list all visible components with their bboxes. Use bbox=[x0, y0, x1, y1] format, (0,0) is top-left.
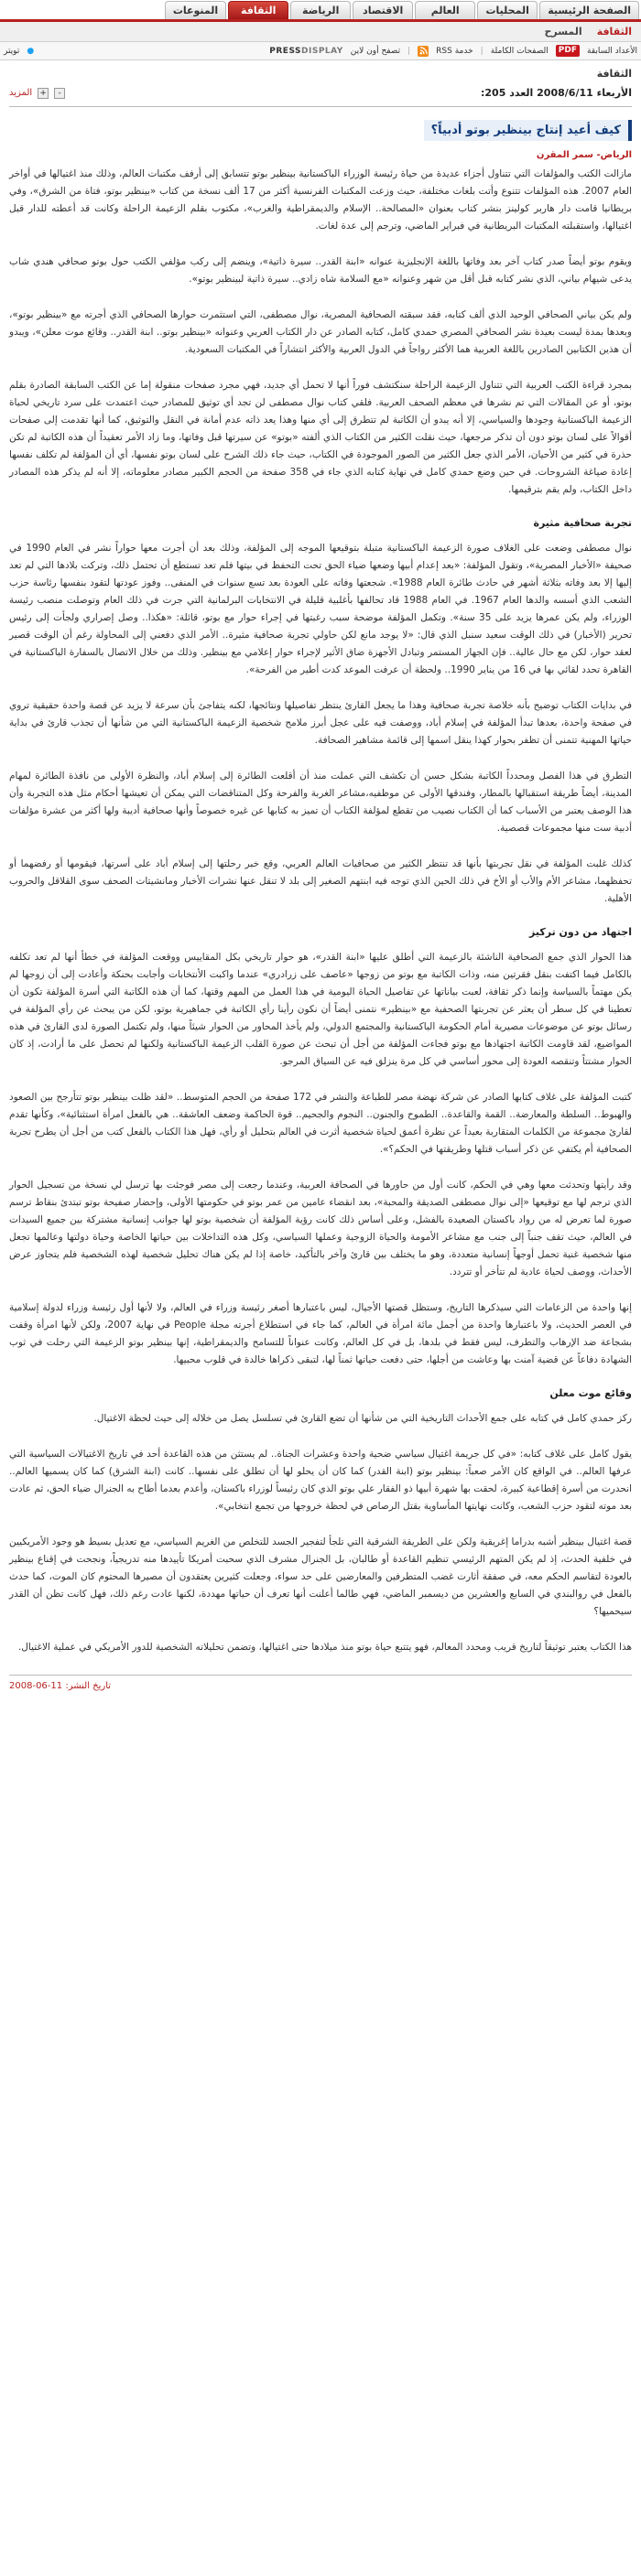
pdf-icon[interactable]: PDF bbox=[556, 45, 580, 57]
paragraph: هذا الكتاب يعتبر توثيقاً لتاريخ قريب ومحدد المعالم، فهو يتتبع حياة بوتو منذ ميلادها حتى اغتيالها، وتضمن تحليلاته الشخصية للدور الأمريكي في عملية الاغتيال. bbox=[17, 1642, 632, 1653]
section-subnav bbox=[0, 22, 641, 42]
tab-5[interactable]: الثقافة bbox=[228, 1, 288, 19]
paragraph: ولم يكن بياني الصحافي الوحيد الذي ألف كتابه، فقد سبقته الصحافية المصرية، نوال مصطفى، التي استثمرت حوارها الصحافي الذي أجرته مع «بينظير بوتو»، وبعدها بمدة ليست بعيدة نشر الصحافي المصري حمدي كامل، كتابه الصادر عن دار الكتاب العربي وعنوانه «بينظير بوتو.. ابنة القدر.. وقائع موت معلن»، ويبدو أن هذين الكتابين الصادرين باللغة العربية هما الأكثر رواجاً في الدول العربية والأكثر انتشاراً في المكتبات السعودية. bbox=[9, 309, 632, 355]
archive-link[interactable]: الأعداد السابقة bbox=[587, 46, 637, 56]
paragraph: كتبت المؤلفة على غلاف كتابها الصادر عن شركة نهضة مصر للطباعة والنشر في 172 صفحة من الحجم المتوسط.. «لقد ظلت بينظير بوتو تتأرجح بين الصعود والهبوط.. السلطة والمعارضة.. القمة والقاعدة.. الطموح والجنون.. النجوم والجحيم.. قوة الحاكمة وضعف العاشقة.. هي بالفعل امرأة استثنائية»، وكأنها تقدم لقارئ مجموعة من الكلمات المتقاربة بعيداً عن نظرة أعمق لحياة شخصية أثرت في العالم بتحليل أو رأي، فهل هذا الكتاب بالفعل كتب من أجل أن يطرح تجربة الصحافية أم يكتفي عن ذكر أسباب قتلها وطريقتها في الحكم؟». bbox=[9, 1092, 632, 1155]
paragraph: هذا الحوار الذي جمع الصحافية الناشئة بالزعيمة التي أطلق عليها «ابنة القدر»، هو حوار تاريخي بكل المقاييس ووقعت المؤلفة في خطأ أنها لم تعد تكلفه بالكامل فيما اكتفت بنقل فقرتين منه، وذات الكاتبة مع بوتو من زوجها «عاصف على زرادري» عندما واكبت الأنتخابات وأجابت بحنكة وأعادت إلى أن زوجها لم يكن مهتماً بالسياسة وإنما ذكر ثقافة، لعبت بياناتها عن تفاصيل الحياة اليومية في هذا العمل من المهم وقتها، كما أن هذه الكاتبة التي أسرة المؤلفة تكون أن تعطينا في كل سطر أن يعثر عن تجربتها الصحفية مع «بينظير» نتمنى أيضاً أن نكون رأينا رأي الكاتبة في جماهيرية بوتو، لكن من يبحث عن رأي المؤلفة في رسائل بوتو عن موضوعات مصيرية أمام الحكومة الباكستانية والمجتمع الدولي، ولم يأخذ المحاور من الحوار شيئاً منها، ولم تكتمل الصورة لدى القارئ في هذه المواضيع، لقد قاومت الكاتبة اجتهادها مع بوتو فجاءت المؤلفة من أجل أن تبحث عن صورة القلب الزعيمة الباكستانية ولكنها لم تحصل على ما أرادت، إذ كان الحوار مشتتاً وتنقصه العودة إلى محور أساسي في كل مرة ينزلق فيه عن السياق المرجو. bbox=[9, 952, 632, 1067]
tab-1[interactable]: المحليات bbox=[477, 1, 538, 19]
subheading: تجربة صحافية مثيرة bbox=[533, 517, 632, 529]
subnav-culture[interactable]: الثقافة bbox=[596, 26, 632, 38]
section-name: الثقافة bbox=[596, 68, 632, 80]
press-brand: PRESS bbox=[269, 46, 302, 56]
tab-3[interactable]: الاقتصاد bbox=[353, 1, 413, 19]
paragraph: قصة اغتيال بينظير أشبه بدراما إغريقية ولكن على الطريقة الشرقية التي تلجأ لتفجير الجسد للتخلص من الغريم السياسي، مع تعديل بسيط هو وجود الأمريكيين في خلفية الحدث، إذ لم يكن المتهم الرئيسي تنظيم القاعدة أو طالبان، بل الجنرال مشرف الذي سحبت أمريكا تأييدها منه تدريجياً، ونجحت في إقناع بينظير بالعودة لتقاسم الحكم معه، في صفقة أثارت غضب المتطرفين والمعارضين على حد سواء، وجعلت كثيرين يعتقدون أن مصيرها المحتوم كان الموت، كما حدث بالفعل في روالبندي في السابع والعشرين من ديسمبر الماضي، فهي طالما أعلنت أنها تعرف أن حياتها مهددة، لكنها عادت رغم ذلك، فهل كانت تظن أن القدر سيحميها؟ bbox=[9, 1536, 632, 1617]
paragraph: يقول كامل على غلاف كتابه: «في كل جريمة اغتيال سياسي ضحية واحدة وعشرات الجناة.. لم يستثن من هذه القاعدة أحد في تاريخ الاغتيالات السياسية التي عرفها العالم.. في الواقع كان الأمر صعباً: بينظير بوتو (ابنة القدر) كما كان أن يحلو لها أن تطلق على نفسها.. كانت (ابنة الشرق) كما كان يسميها العالم.. انحدرت من أسرة إقطاعية كبيرة، لحقت بها شهرة أبيها ذو الفقار علي بوتو الذي كان رئيساً لوزراء باكستان، وأعدم بعدما أطاح به الجنرال ضياء الحق، ثم عادت بعد موته لتقود حزب الشعب، وكانت نهايتها المأساوية بقتل الرصاص في لحظة خروجها من تجمع انتخابي». bbox=[9, 1449, 632, 1512]
font-plus-button[interactable]: + bbox=[38, 88, 49, 99]
paragraph: نوال مصطفى وضعت على الغلاف صورة الزعيمة الباكستانية متبلة بتوقيعها الموجه إلى المؤلفة، وذلك بعد أن أجرت معها حواراً نشر في العام 1990 في صحيفة «الأخبار المصرية»، وتقول المؤلفة: «بعد إعدام أبيها وضعها ضياء الحق تحت التحفظ في بيتها فلم تعد تستطع أن تحتمل ذلك، وتركت بلادها التي لم تعد إليها إلا بعد وفاته بثلاثة أشهر في حادث طائرة العام 1988». شجعتها وفاته على العودة بعد تسع سنوات في المنفى.. وفوز عودتها لتقود بنفسها رئاسة حزب الشعب الذي أسسه والدها العام 1967. في العام 1988 قاد تحالفها بأغلبية قليلة في الانتخابات البرلمانية التي جرت في ذلك العام وتوصلت منصب رئيسة الوزراء، ولم يكن عمرها يزيد على 35 سنة». وتكمل المؤلفة موضحة سبب رغبتها في إجراء حوار مع بوتو، قائلة: «هكذا.. وصل إصراري ولجأت إلى رئيس تحرير (الأخبار) في ذلك الوقت سعيد سنبل الذي قال: «لا يوجد مانع لكن حاولي تجربة صحافية مثيرة.. الأمر الذي دفعني إلى المحاولة رغم أن الوقت قصير لعقد حوار، لكن مع حال عالية.. فإن الجهاز المستمر وتبادل الأجهزة ضاق الأثير لإجراء حوار إعلامي مع بينظير. وذلك من خلال الاتصال بالسفارة الباكستانية في القاهرة تحدد لقائي بها في 16 من يناير 1990.. ولحظة أن عرفت الموعد كدت أطير من الفرحة». bbox=[9, 543, 633, 675]
publish-date: تاريخ النشر: 11-06-2008 bbox=[9, 1675, 632, 1691]
twitter-link[interactable]: تويتر bbox=[4, 46, 20, 56]
more-link[interactable]: المزيد bbox=[9, 88, 33, 98]
twitter-icon[interactable]: ● bbox=[27, 46, 35, 56]
tab-0[interactable]: الصفحة الرئيسية bbox=[539, 1, 639, 19]
paragraph: بمجرد قراءة الكتب العربية التي تتناول الزعيمة الراحلة سنكتشف فوراً أنها لا تحمل أي جديد، فهي مجرد صفحات منقولة إما عن الكتب السابقة الصادرة بقلم بوتو، أو عن المقالات التي تم نشرها في معظم الصحف العربية. فلقي كتاب نوال مصطفى لن تجد أي توثيق للمصادر حيث اعتمدت على سرد تاريخي لحياة الزعيمة الباكستانية وجودها والسياسي، إلا أنه يبدو أن الكاتبة لم تتطرق إلى أي منها وهذا يعد ذاته عدم أمانة في النقل والتوثيق، كما أنها تقدمت إلى صفحات أقوالاً على لسان بوتو دون أن تذكر مرجعها، حيث نقلت الكثير من الكتاب الذي ألفته «بوتو» عن سيرتها قبل وفاتها، وما زاد الأمر تعقيداً أن هذه الكاتبة لم تكن حذرة في كثير من الأحيان، الأمر الذي جعل الكثير من الصور الموجودة في الكتاب، حيث جاء ذلك الشرح على لسان بوتو نفسها، أي أن المؤلفة لم تكلف نفسها إعادة صياغة الشروحات. في حين وضع حمدي كامل في نهاية كتابه الذي جاء في 358 صفحة من الحجم الكبير مصادر معلوماته، إلا أنه لم يذكر هذه المصادر داخل الكتاب، ولم يقم بترقيمها. bbox=[9, 380, 632, 495]
rss-icon[interactable] bbox=[418, 46, 429, 57]
paragraph: مازالت الكتب والمؤلفات التي تتناول أجزاء عديدة من حياة رئيسة الوزراء الباكستانية بينظير بوتو تتسابق إلى أرفف مكتبات العالم، وذلك منذ اغتيالها في أواخر العام 2007. هذه المؤلفات تتنوع وأتت بلغات مختلفة، حيث وزعت المكتبات الفرنسية أكثر من 17 ألف نسخة من كتاب «بينظير بوتو، فتاة من الشرق»، وفي بريطانيا قامت دار هاربر كولينز بنشر كتاب بعنوان «المصالحة.. الإسلام والديمقراطية والغرب»، مكتوب بقلم الزعيمة الراحلة وكانت قد أعطته للدار قبل اغتيالها، واستقبلته المكتبات البريطانية في فبراير الماضي، وترجم إلى عدة لغات. bbox=[9, 168, 632, 232]
headline-wrap bbox=[9, 120, 632, 141]
section-bar bbox=[0, 60, 641, 83]
toolbar bbox=[0, 42, 641, 60]
full-pages-link[interactable]: الصفحات الكاملة bbox=[490, 46, 549, 56]
toolbar-divider: | bbox=[407, 46, 411, 56]
browse-online-link[interactable]: تصفح أون لاين bbox=[350, 46, 401, 56]
article-headline: كيف أعيد إنتاج بينظير بوتو أدبياً؟ bbox=[424, 120, 632, 141]
display-brand: DISPLAY bbox=[301, 46, 343, 56]
article-body bbox=[9, 166, 632, 1656]
subheading: وقائع موت معلن bbox=[549, 1387, 632, 1399]
paragraph: إنها واحدة من الزعامات التي سيذكرها التاريخ، وستظل قصتها الأجيال، ليس باعتبارها أصغر رئيسة وزراء في العالم، ولا لأنها أول رئيسة وزراء لدولة إسلامية في العصر الحديث، ولا باعتبارها واحدة من أجمل مائة امرأة في العالم، كما جاء في استطلاع أجرته مجلة People في نهاية 2007، ولكن لأنها امرأة وقفت بشجاعة ضد الإرهاب والتطرف، ليس فقط في بلدها، بل في كل العالم، وكانت عنواناً للتسامح والديمقراطية، إنها بينظير بوتو الزعيمة التي رحلت في ثوب الشهادة دفاعاً عن قضية آمنت بها وعاشت من أجلها، حتى دفعت حياتها ثمناً لها، لتبقى ذكراها خالدة في قلوب محبيها. bbox=[9, 1302, 632, 1365]
article-meta bbox=[9, 83, 632, 107]
byline: الرياض- سمر المقرن bbox=[536, 150, 632, 160]
toolbar-divider: | bbox=[480, 46, 483, 56]
tab-2[interactable]: العالم bbox=[415, 1, 475, 19]
article bbox=[0, 83, 641, 1691]
paragraph: كذلك غلبت المؤلفة في نقل تجربتها بأنها قد تنتظر الكثير من صحافيات العالم العربي، وقع خبر رحلتها إلى إسلام أباد على أسرتها، فيقومها أو رفضهما أو تحفظهما، مشاعر الأم والأب أو الأخ في ذلك الحين الذي توجه فيه ابنتهم الصغير إلى بلد لا تنقل عنها نشرات الأخبار ومانشيتات الصحف سوى القلاقل والحروب الأهلية. bbox=[9, 858, 632, 904]
pressdisplay-logo[interactable] bbox=[269, 47, 343, 56]
tab-4[interactable]: الرياضة bbox=[290, 1, 351, 19]
subheading: اجتهاد من دون تركيز bbox=[529, 926, 632, 938]
issue-line: الأربعاء 2008/6/11 العدد 205: bbox=[481, 87, 632, 99]
paragraph: وقد رأيتها وتحدثت معها وهي في الحكم، كانت أول من حاورها في الصحافة العربية، وعندما رجعت إلى مصر فوجئت بها ترسل لي نسخة من تسجيل الحوار الذي ترجم لها مع توقيعها «إلى نوال مصطفى الصديقة والمحبة»، بعد انقضاء عامين من عمر بوتو في حكومتها الأولى، وإحضار صفيحة بوتو تبتدئ بنقاط ترسم صورة لما تعرض له من رواد باكستان الصعيدة بالفشل، وعلى أساس ذلك كانت رؤية المؤلفة أن شخصية بوتو لها جوانب إنسانية مشتركة بين جميع السيدات في العالم، حيث تقف جنباً إلى جنب مع مشاعر الأمومة والحياة الزوجية وعملها السياسي، وكل هذه التداخلات بين حياتها الخاصة وحياة دولتها وعالمها تجعل منها شخصية غنية تحمل أوجهاً إنسانية متعددة، وهو ما يختلف بين قارئ وآخر بالتأكيد، خاصة إذا لم يكن هناك تحليل شخصية لهذه الشخصية فلم يتجاوز عرض الأحداث، ووصف لحياة عادية لم تتأخر أو تتردد. bbox=[9, 1180, 632, 1277]
paragraph: ويقوم بوتو أيضاً صدر كتاب آخر بعد وفاتها باللغة الإنجليزية عنوانه «ابنة القدر.. سيرة ذاتية»، وينضم إلى ركب مؤلفي الكتب حول بوتو صحافي هندي شاب يدعى شيهام بياني، الذي نشر كتابه قبل أقل من شهر وعنوانه «مع السلامة شاه زادي.. سيرة ذاتية لبينظير بوتو». bbox=[9, 256, 632, 285]
font-minus-button[interactable]: - bbox=[54, 88, 65, 99]
tab-6[interactable]: المنوعات bbox=[165, 1, 226, 19]
paragraph: التطرق في هذا الفصل ومحدداً الكاتبة بشكل حسن أن تكشف التي عملت منذ أن أقلعت الطائرة إلى إسلام أباد، والنظرة الأولى من نافذة الطائرة لمهام المدينة، أيضاً طريقة استقبالها بالمطار، وفندقها الأولى عن موظفيه،مشاعر الغربة والفرحة وكل المتناقضات التي يمكن أن تعيشها أحكام مثل هذه التجربة وأن هذا الوصف يعتبر من الأسباب كما أن الكتاب نصيب من تقطع لمؤلفة الكتاب أن تميز به كتابها عن غيره خصوصاً وأنها صحافية أديبة ولها أكثر من عشرة مؤلفات أدبية ست منها مجموعات قصصية. bbox=[9, 771, 632, 834]
font-controls bbox=[9, 88, 65, 99]
rss-link[interactable]: خدمة RSS bbox=[436, 46, 473, 56]
subnav-theatre[interactable]: المسرح bbox=[544, 26, 582, 38]
paragraph: في بدايات الكتاب توضيح بأنه خلاصة تجربة صحافية وهذا ما يجعل القارئ ينتظر تفاصيلها ونتائجها، لكنه يتفاجئ بأن سرعة لا يزيد عن قصة واحدة حقيقية تروي في صفحة واحدة، بعدها تبدأ المؤلفة في إسلام أباد، ووصفت فيه على عجل أبرز ملامح شخصية الزعيمة الباكستانية التي من شأنها أن تجذب قارئ في بداية حياتها المهنية تتمنى أن تظفر بحوار كهذا ينقل اسمها إلى قائمة مشاهير الصحافة. bbox=[9, 700, 632, 746]
paragraph: ركز حمدي كامل في كتابه على جمع الأحداث التاريخية التي من شأنها أن تضع القارئ في تسلسل يصل من خلاله إلى حيث لحظة الاغتيال. bbox=[93, 1413, 632, 1424]
top-tabs bbox=[0, 0, 641, 22]
